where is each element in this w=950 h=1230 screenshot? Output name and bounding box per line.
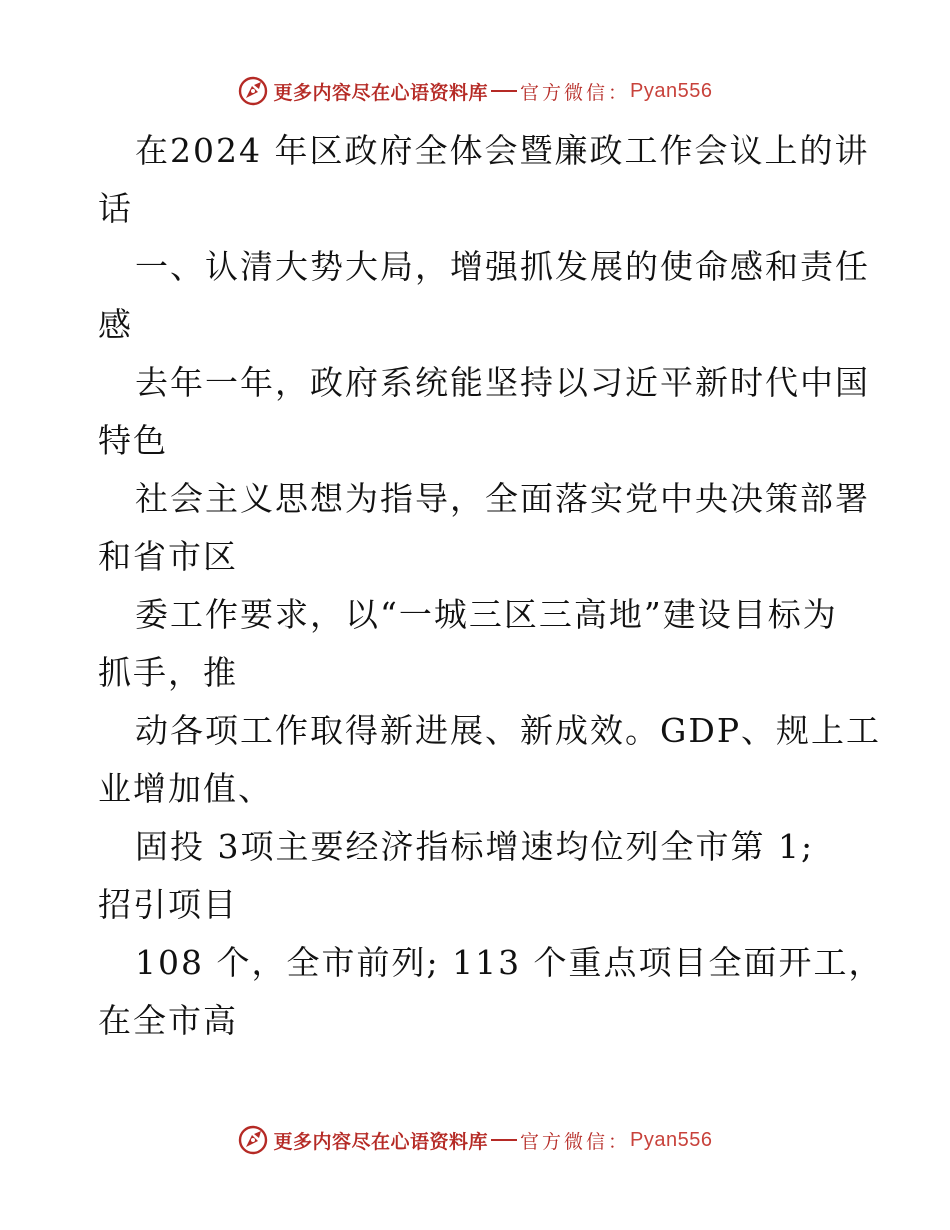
watermark-dash [491, 90, 517, 92]
paragraph-first-line: 一、认清大势大局，增强抓发展的使命感和责任 [135, 247, 870, 286]
document-body [98, 122, 884, 1050]
watermark-official: 官方微信： [520, 1130, 631, 1153]
paragraph-wrap-line: 招引项目 [98, 885, 238, 924]
watermark-dash [491, 1139, 517, 1141]
watermark-official: 官方微信： [520, 81, 631, 104]
watermark-wechat-id: Pyan556 [630, 79, 713, 102]
paragraph-wrap-line: 话 [98, 189, 133, 228]
header-watermark [0, 71, 950, 111]
paragraph [98, 586, 858, 702]
paragraph-wrap-line: 抓手，推 [98, 653, 238, 692]
paragraph-wrap-line: 业增加值、 [98, 769, 273, 808]
paragraph [98, 702, 882, 818]
paragraph-first-line: 动各项工作取得新进展、新成效。GDP、规上工 [135, 711, 882, 750]
paragraph-wrap-line: 和省市区 [98, 537, 238, 576]
paragraph [98, 238, 870, 354]
paragraph [98, 122, 870, 238]
footer-watermark [0, 1120, 950, 1160]
watermark-wechat-id: Pyan556 [630, 1128, 713, 1151]
paragraph [98, 934, 884, 1050]
paragraph-first-line: 108 个，全市前列; 113 个重点项目全面开工， [135, 943, 884, 982]
watermark-text: 更多内容尽在心语资料库 [273, 81, 489, 104]
paragraph-first-line: 在2024 年区政府全体会暨廉政工作会议上的讲 [135, 131, 870, 170]
pen-nib-circle-icon [238, 76, 268, 106]
paragraph [98, 354, 870, 470]
paragraph-first-line: 去年一年，政府系统能坚持以习近平新时代中国 [135, 363, 870, 402]
paragraph-first-line: 委工作要求，以“一城三区三高地”建设目标为 [135, 595, 838, 634]
paragraph-wrap-line: 特色 [98, 421, 168, 460]
paragraph [98, 470, 870, 586]
watermark-text: 更多内容尽在心语资料库 [273, 1130, 489, 1153]
pen-nib-circle-icon [238, 1125, 268, 1155]
paragraph-wrap-line: 感 [98, 305, 133, 344]
paragraph [98, 818, 858, 934]
paragraph-first-line: 固投 3项主要经济指标增速均位列全市第 1; [135, 827, 815, 866]
paragraph-first-line: 社会主义思想为指导，全面落实党中央决策部署 [135, 479, 870, 518]
paragraph-wrap-line: 在全市高 [98, 1001, 238, 1040]
